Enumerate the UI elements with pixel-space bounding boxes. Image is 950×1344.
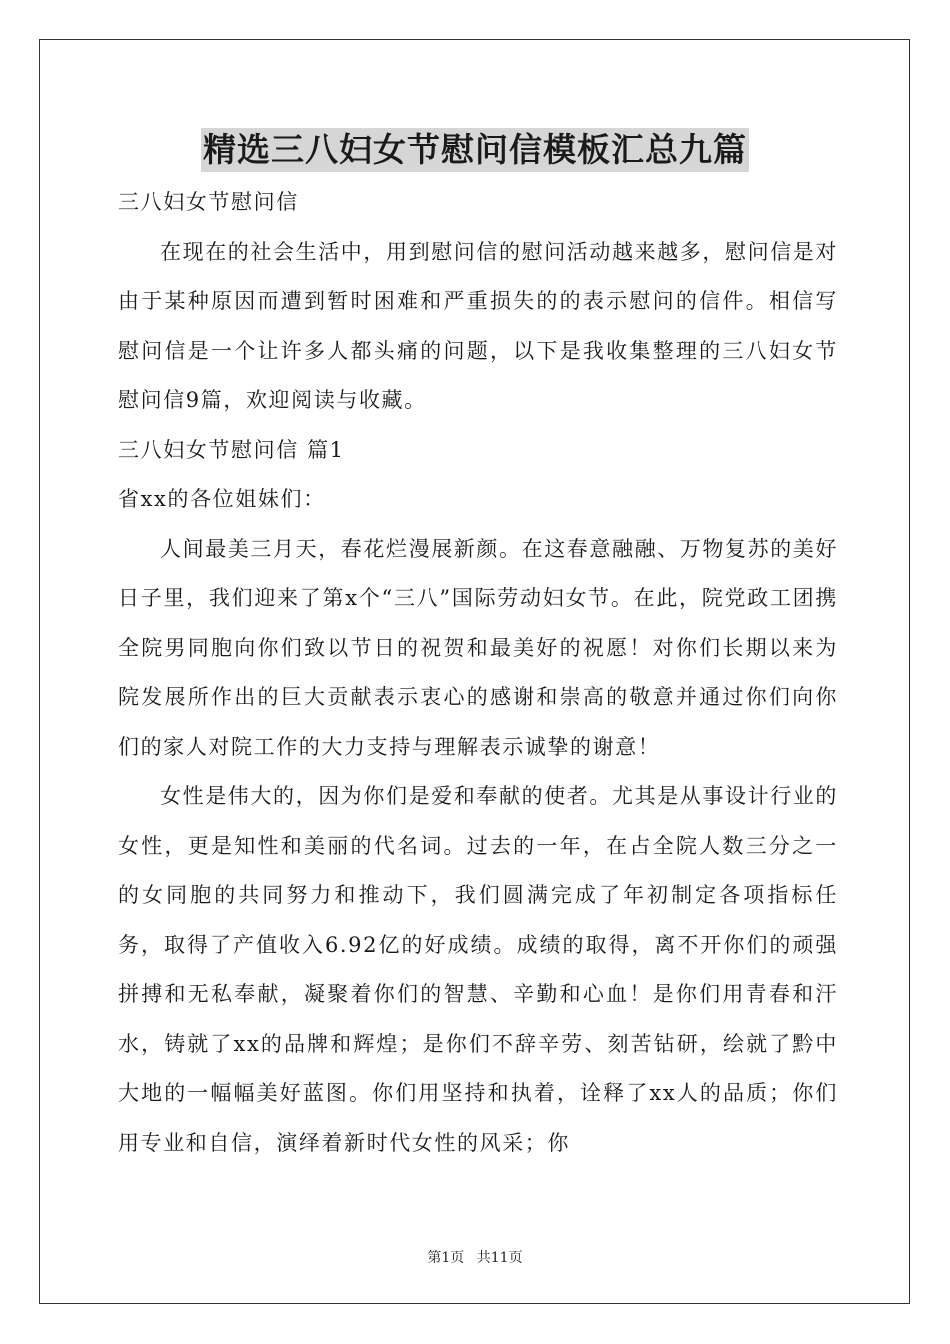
title-text: 精选三八妇女节慰问信模板汇总九篇 bbox=[201, 128, 749, 172]
intro-paragraph: 在现在的社会生活中，用到慰问信的慰问活动越来越多，慰问信是对由于某种原因而遭到暂时困难和严重损失的的表示慰问的信件。相信写慰问信是一个让许多人都头痛的问题，以下是我收集整理的三八妇女节慰问信9篇，欢迎阅读与收藏。 bbox=[118, 239, 838, 412]
body-paragraph-1: 人间最美三月天，春花烂漫展新颜。在这春意融融、万物复苏的美好日子里，我们迎来了第x个“三八”国际劳动妇女节。在此，院党政工团携全院男同胞向你们致以节日的祝贺和最美好的祝愿！对你们长期以来为院发展所作出的巨大贡献表示衷心的感谢和崇高的敬意并通过你们向你们的家人对院工作的大力支持与理解表示诚挚的谢意！ bbox=[118, 536, 838, 759]
section-heading: 三八妇女节慰问信 bbox=[118, 190, 299, 214]
body-paragraph-2: 女性是伟大的，因为你们是爱和奉献的使者。尤其是从事设计行业的女性，更是知性和美丽的代名词。过去的一年，在占全院人数三分之一的女同胞的共同努力和推动下，我们圆满完成了年初制定各项指标任务，取得了产值收入6.92亿的好成绩。成绩的取得，离不开你们的顽强拼搏和无私奉献，凝聚着你们的智慧、辛勤和心血！是你们用青春和汗水，铸就了xx的品牌和辉煌；是你们不辞辛劳、刻苦钻研，绘就了黔中大地的一幅幅美好蓝图。你们用坚持和执着，诠释了xx人的品质；你们用专业和自信，演绎着新时代女性的风采；你 bbox=[118, 784, 838, 1155]
page-footer bbox=[0, 1247, 950, 1267]
article-heading: 三八妇女节慰问信 篇1 bbox=[118, 437, 345, 462]
page-total: 共11页 bbox=[476, 1250, 523, 1266]
salutation: 省xx的各位姐妹们： bbox=[118, 487, 326, 511]
document-title bbox=[0, 126, 950, 174]
document-body bbox=[118, 178, 838, 1168]
page-number: 第1页 bbox=[427, 1250, 465, 1266]
